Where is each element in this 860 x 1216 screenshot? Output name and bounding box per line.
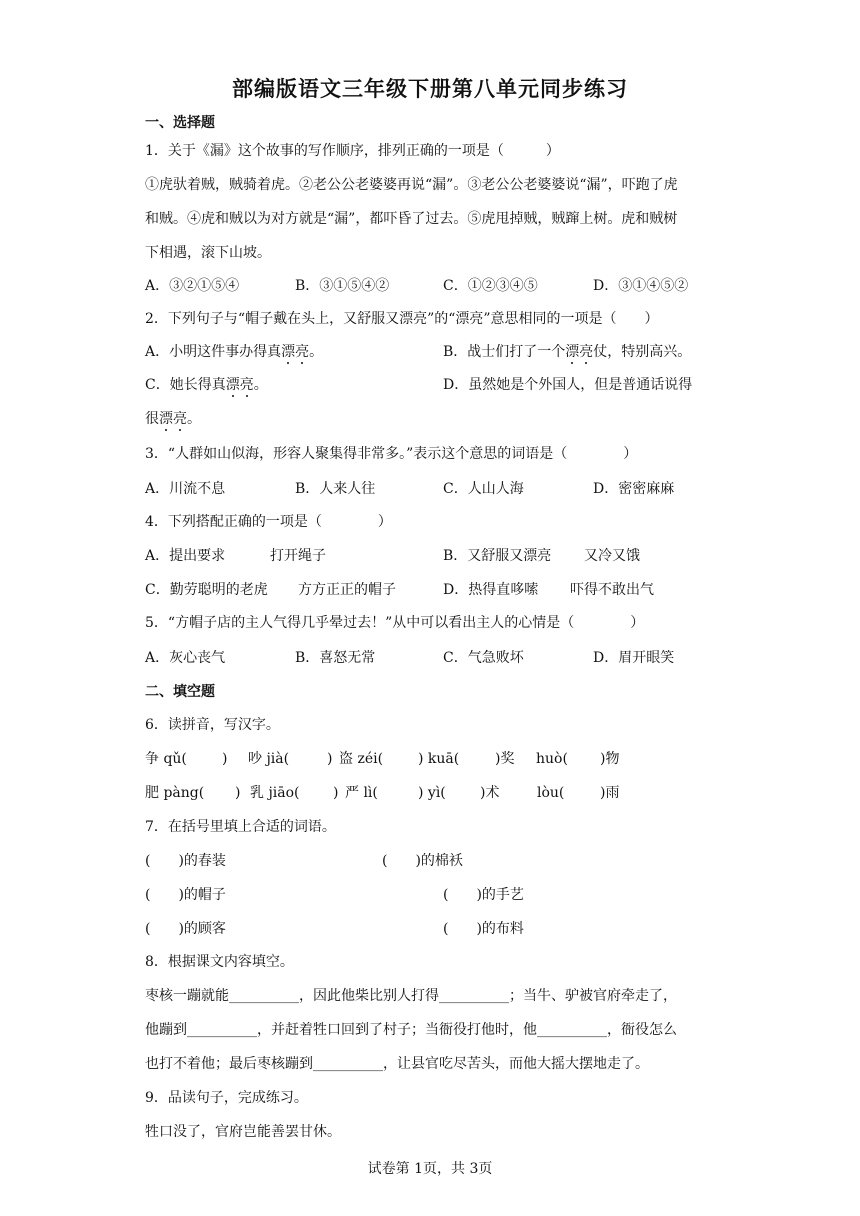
emphasis-dot-char: 亮 bbox=[239, 377, 254, 393]
question-1-option-b: B．③①⑤④② bbox=[295, 278, 390, 294]
emphasis-word bbox=[281, 344, 309, 360]
question-3-stem: 3．“人群如山似海，形容人聚集得非常多。”表示这个意思的词语是（ ） bbox=[145, 446, 638, 462]
question-2-option-d-cont bbox=[145, 410, 201, 428]
option-text: 很 bbox=[145, 411, 159, 427]
question-3-option-b: B．人来人往 bbox=[295, 481, 376, 497]
question-4-option-a: A．提出要求 bbox=[145, 548, 226, 564]
question-4-option-d-second: 吓得不敢出气 bbox=[570, 582, 654, 598]
question-9-text-line: 牲口没了，官府岂能善罢甘休。 bbox=[145, 1124, 341, 1140]
page-title: 部编版语文三年级下册第八单元同步练习 bbox=[232, 77, 628, 101]
question-1-text-line: ①虎驮着贼，贼骑着虎。②老公公老婆婆再说“漏”。③老公公老婆婆说“漏”，吓跑了虎 bbox=[145, 177, 678, 193]
option-text: C．她长得真 bbox=[145, 377, 226, 393]
pinyin-item: )术 bbox=[480, 785, 500, 801]
question-5-option-b: B．喜怒无常 bbox=[295, 650, 376, 666]
pinyin-item: 盗 zéi( bbox=[339, 751, 384, 767]
pinyin-item: ) bbox=[327, 751, 333, 767]
question-2-option-c bbox=[145, 376, 268, 394]
pinyin-item: ) bbox=[222, 751, 228, 767]
question-1-text-line: 和贼。④虎和贼以为对方就是“漏”，都吓昏了过去。⑤虎甩掉贼，贼蹿上树。虎和贼树 bbox=[145, 211, 678, 227]
option-text: A．小明这件事办得真 bbox=[145, 344, 282, 360]
emphasis-word bbox=[226, 377, 254, 393]
fill-blank-item: ( )的棉袄 bbox=[382, 853, 463, 869]
question-4-option-b-second: 又冷又饿 bbox=[584, 548, 640, 564]
option-text: B．战士们打了一个 bbox=[443, 344, 566, 360]
emphasis-dot-char: 亮 bbox=[173, 411, 187, 427]
question-1-option-d: D．③①④⑤② bbox=[593, 278, 689, 294]
emphasis-dot-char: 亮 bbox=[295, 344, 310, 360]
question-6-stem: 6．读拼音，写汉字。 bbox=[145, 717, 280, 733]
question-4-option-c-second: 方方正正的帽子 bbox=[298, 582, 396, 598]
question-9-stem: 9．品读句子，完成练习。 bbox=[145, 1090, 308, 1106]
emphasis-dot-char: 漂 bbox=[281, 344, 296, 360]
question-4-option-a-second: 打开绳子 bbox=[270, 548, 326, 564]
question-5-option-a: A．灰心丧气 bbox=[145, 650, 226, 666]
question-8-text-line: 也打不着他；最后枣核蹦到__________，让县官吃尽苦头，而他大摇大摆地走了。 bbox=[145, 1056, 649, 1072]
emphasis-dot-char: 漂 bbox=[565, 344, 580, 360]
pinyin-item: )物 bbox=[600, 751, 620, 767]
emphasis-dot-char: 漂 bbox=[159, 411, 173, 427]
question-2-option-b bbox=[443, 343, 691, 361]
question-3-option-c: C．人山人海 bbox=[443, 481, 524, 497]
question-5-stem: 5．“方帽子店的主人气得几乎晕过去！”从中可以看出主人的心情是（ ） bbox=[145, 615, 645, 631]
question-1-text-line: 下相遇，滚下山坡。 bbox=[145, 245, 271, 261]
question-8-text-line: 他蹦到__________，并赶着牲口回到了村子；当衙役打他时，他__________，衙役怎么 bbox=[145, 1022, 677, 1038]
pinyin-item: ) yì( bbox=[418, 785, 446, 801]
option-text: 。 bbox=[187, 411, 201, 427]
pinyin-item: 吵 jià( bbox=[248, 751, 290, 767]
section-heading-choice: 一、选择题 bbox=[145, 115, 215, 131]
question-4-stem: 4．下列搭配正确的一项是（ ） bbox=[145, 514, 392, 530]
pinyin-item: )奖 bbox=[495, 751, 515, 767]
option-text: 仗，特别高兴。 bbox=[593, 344, 692, 360]
question-1-option-a: A．③②①⑤④ bbox=[145, 278, 240, 294]
question-2-option-d: D．虽然她是个外国人，但是普通话说得 bbox=[443, 377, 693, 393]
fill-blank-item: ( )的春装 bbox=[145, 853, 226, 869]
pinyin-item: )雨 bbox=[600, 785, 620, 801]
pinyin-item: ) bbox=[235, 785, 241, 801]
pinyin-item: 争 qǔ( bbox=[145, 751, 187, 767]
question-4-option-b: B．又舒服又漂亮 bbox=[443, 548, 552, 564]
pinyin-item: 乳 jiāo( bbox=[250, 785, 300, 801]
emphasis-dot-char: 亮 bbox=[579, 344, 594, 360]
question-2-stem: 2．下列句子与“帽子戴在头上，又舒服又漂亮”的“漂亮”意思相同的一项是（ ） bbox=[145, 311, 659, 327]
pinyin-item: huò( bbox=[536, 751, 568, 767]
question-3-option-a: A．川流不息 bbox=[145, 481, 226, 497]
pinyin-item: ) kuā( bbox=[418, 751, 460, 767]
question-8-stem: 8．根据课文内容填空。 bbox=[145, 954, 294, 970]
pinyin-item: 严 lì( bbox=[345, 785, 378, 801]
fill-blank-item: ( )的顾客 bbox=[145, 921, 226, 937]
page-footer: 试卷第 1页，共 3页 bbox=[367, 1161, 493, 1177]
question-4-option-d: D．热得直哆嗦 bbox=[443, 582, 539, 598]
question-5-option-d: D．眉开眼笑 bbox=[593, 650, 675, 666]
section-heading-fill: 二、填空题 bbox=[145, 684, 215, 700]
pinyin-item: ) bbox=[333, 785, 339, 801]
emphasis-word bbox=[159, 411, 187, 427]
emphasis-dot-char: 漂 bbox=[225, 377, 240, 393]
pinyin-item: lòu( bbox=[537, 785, 565, 801]
option-text: 。 bbox=[253, 377, 268, 393]
question-2-option-a bbox=[145, 343, 323, 361]
question-8-text-line: 枣核一蹦就能__________，因此他柴比别人打得__________；当牛、驴被官府牵走了， bbox=[145, 988, 677, 1004]
emphasis-word bbox=[565, 344, 593, 360]
fill-blank-item: ( )的布料 bbox=[443, 921, 524, 937]
fill-blank-item: ( )的帽子 bbox=[145, 887, 226, 903]
pinyin-item: 肥 pàng( bbox=[145, 785, 205, 801]
question-3-option-d: D．密密麻麻 bbox=[593, 481, 675, 497]
question-1-option-c: C．①②③④⑤ bbox=[443, 278, 538, 294]
question-7-stem: 7．在括号里填上合适的词语。 bbox=[145, 819, 336, 835]
question-4-option-c: C．勤劳聪明的老虎 bbox=[145, 582, 268, 598]
question-5-option-c: C．气急败坏 bbox=[443, 650, 524, 666]
option-text: 。 bbox=[309, 344, 324, 360]
fill-blank-item: ( )的手艺 bbox=[443, 887, 524, 903]
question-1-stem: 1．关于《漏》这个故事的写作顺序，排列正确的一项是（ ） bbox=[145, 143, 560, 159]
